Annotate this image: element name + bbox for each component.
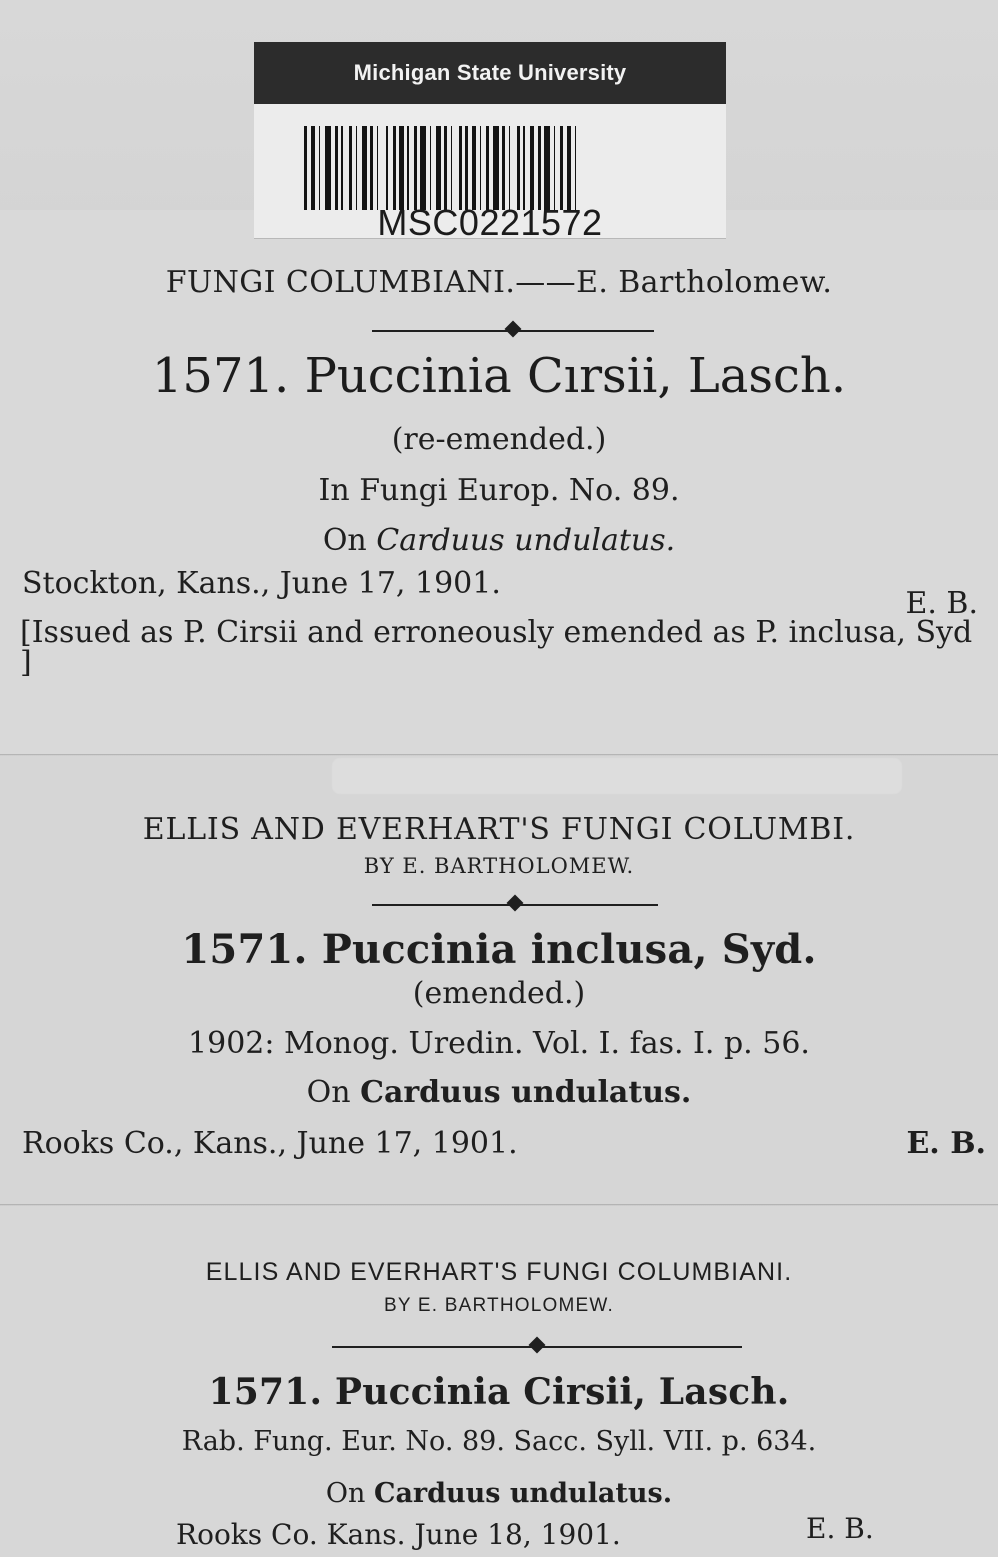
- barcode-bar: [444, 126, 447, 210]
- title-note: (emended.): [412, 976, 586, 1011]
- locality-date: Rooks Co. Kans. June 18, 1901.: [176, 1518, 621, 1551]
- locality-date: Rooks Co., Kans., June 17, 1901.: [22, 1126, 518, 1161]
- series-header: ELLIS AND EVERHART'S FUNGI COLUMBI.: [142, 812, 856, 847]
- diamond-divider-icon: [505, 321, 522, 338]
- barcode-bar: [506, 126, 508, 210]
- barcode-bar: [564, 126, 566, 210]
- barcode-bar: [448, 126, 450, 210]
- barcode-bar: [509, 126, 511, 210]
- barcode-bar: [393, 126, 396, 210]
- barcode-bar: [554, 126, 556, 210]
- barcode-bar: [490, 126, 492, 210]
- barcode-icon: [304, 126, 672, 210]
- barcode-bar: [517, 126, 520, 210]
- barcode-bar: [551, 126, 553, 210]
- barcode-bar: [572, 126, 574, 210]
- barcode-bar: [370, 126, 373, 210]
- host-line: [0, 1478, 998, 1509]
- barcode-bar: [344, 126, 349, 210]
- barcode-bar: [567, 126, 572, 210]
- barcode-bar: [339, 126, 341, 210]
- barcode-number: MSC0221572: [377, 202, 603, 243]
- divider-icon: [372, 896, 658, 914]
- barcode-bar: [442, 126, 444, 210]
- barcode-bar: [341, 126, 343, 210]
- barcode-bar: [556, 126, 559, 210]
- barcode-bar: [410, 126, 413, 210]
- barcode-bar: [389, 126, 392, 210]
- barcode-bar: [335, 126, 338, 210]
- barcode-bar: [304, 126, 307, 210]
- barcode-bar: [379, 126, 385, 210]
- barcode-bar: [316, 126, 318, 210]
- institution-band: Michigan State University: [254, 42, 726, 104]
- barcode-bar: [308, 126, 310, 210]
- divider-icon: [332, 1338, 742, 1356]
- series-byline: BY E. BARTHOLOMEW.: [384, 1295, 614, 1316]
- barcode-bar: [560, 126, 563, 210]
- reference-line: Rab. Fung. Eur. No. 89. Sacc. Syll. VII. p. 634.: [181, 1426, 817, 1457]
- barcode-bar: [377, 126, 379, 210]
- barcode-bar: [469, 126, 471, 210]
- barcode-bar: [427, 126, 429, 210]
- reference-line: 1902: Monog. Uredin. Vol. I. fas. I. p. 56.: [188, 1026, 810, 1061]
- barcode-bar: [459, 126, 462, 210]
- host-name: Carduus undulatus.: [373, 1478, 673, 1509]
- barcode-bar: [436, 126, 441, 210]
- host-prefix: On: [322, 523, 377, 558]
- host-line: [0, 523, 998, 558]
- title-note: (re-emended.): [391, 422, 607, 457]
- barcode-bar: [332, 126, 334, 210]
- species-title: 1571. Puccinia Cırsii, Lasch.: [151, 348, 847, 404]
- barcode-bar: [538, 126, 541, 210]
- barcode-bar: [511, 126, 516, 210]
- diamond-divider-icon: [529, 1337, 546, 1354]
- barcode-bar: [486, 126, 489, 210]
- host-prefix: On: [325, 1478, 374, 1509]
- barcode-bar: [319, 126, 321, 210]
- barcode-bar: [480, 126, 482, 210]
- series-byline: BY E. BARTHOLOMEW.: [363, 854, 635, 878]
- host-name: Carduus undulatus.: [360, 1075, 692, 1110]
- barcode-bar: [451, 126, 453, 210]
- barcode-bar: [399, 126, 404, 210]
- species-title: 1571. Puccinia Cirsii, Lasch.: [208, 1371, 790, 1413]
- locality-date: Stockton, Kans., June 17, 1901.: [22, 566, 501, 601]
- label-smudge: [332, 758, 902, 794]
- barcode-bar: [374, 126, 376, 210]
- barcode-bar: [575, 126, 577, 210]
- series-header: ELLIS AND EVERHART'S FUNGI COLUMBIANI.: [205, 1258, 793, 1286]
- collector-initials: E. B.: [905, 586, 978, 621]
- barcode-bar: [386, 126, 388, 210]
- barcode-bar: [405, 126, 407, 210]
- label-card-3: [0, 1206, 998, 1557]
- barcode-bar: [477, 126, 479, 210]
- barcode-bar: [577, 126, 580, 210]
- barcode-bar: [500, 126, 502, 210]
- collector-initials: E. B.: [906, 1126, 986, 1161]
- barcode-bar: [397, 126, 399, 210]
- host-line: [0, 1075, 998, 1110]
- barcode-bar: [420, 126, 426, 210]
- barcode-bar: [465, 126, 468, 210]
- barcode-bar: [358, 126, 361, 210]
- barcode-bar: [325, 126, 331, 210]
- barcode-bar: [356, 126, 358, 210]
- barcode-bar: [311, 126, 316, 210]
- barcode-bar: [526, 126, 529, 210]
- barcode-bar: [493, 126, 499, 210]
- host-name: Carduus undulatus.: [376, 523, 676, 558]
- barcode-bar: [535, 126, 537, 210]
- barcode-bar: [521, 126, 523, 210]
- diamond-divider-icon: [507, 895, 524, 912]
- barcode-bar: [414, 126, 417, 210]
- barcode-bar: [523, 126, 525, 210]
- barcode-bar: [353, 126, 355, 210]
- barcode-bar: [453, 126, 458, 210]
- issuance-note: [Issued as P. Cirsii and erroneously emended as P. inclusa, Syd ]: [20, 615, 973, 680]
- barcode-bar: [418, 126, 420, 210]
- barcode-bar: [368, 126, 370, 210]
- barcode-bar: [502, 126, 505, 210]
- divider-icon: [372, 322, 654, 340]
- species-title: 1571. Puccinia inclusa, Syd.: [181, 926, 817, 973]
- barcode-bar: [530, 126, 535, 210]
- barcode-bar: [482, 126, 485, 210]
- barcode-bar: [407, 126, 409, 210]
- barcode-label: [254, 42, 726, 243]
- barcode-bar: [432, 126, 435, 210]
- reference-line: In Fungi Europ. No. 89.: [318, 473, 680, 508]
- barcode-bar: [321, 126, 324, 210]
- barcode-bar: [544, 126, 550, 210]
- host-prefix: On: [306, 1075, 361, 1110]
- barcode-bar: [349, 126, 352, 210]
- label-card-1: [0, 210, 998, 754]
- barcode-bar: [542, 126, 544, 210]
- collector-initials: E. B.: [806, 1512, 874, 1545]
- barcode-bar: [430, 126, 432, 210]
- barcode-bar: [362, 126, 367, 210]
- label-card-2: [0, 756, 998, 1204]
- barcode-bar: [472, 126, 477, 210]
- barcode-bar: [463, 126, 465, 210]
- series-header: FUNGI COLUMBIANI.——E. Bartholomew.: [165, 265, 833, 300]
